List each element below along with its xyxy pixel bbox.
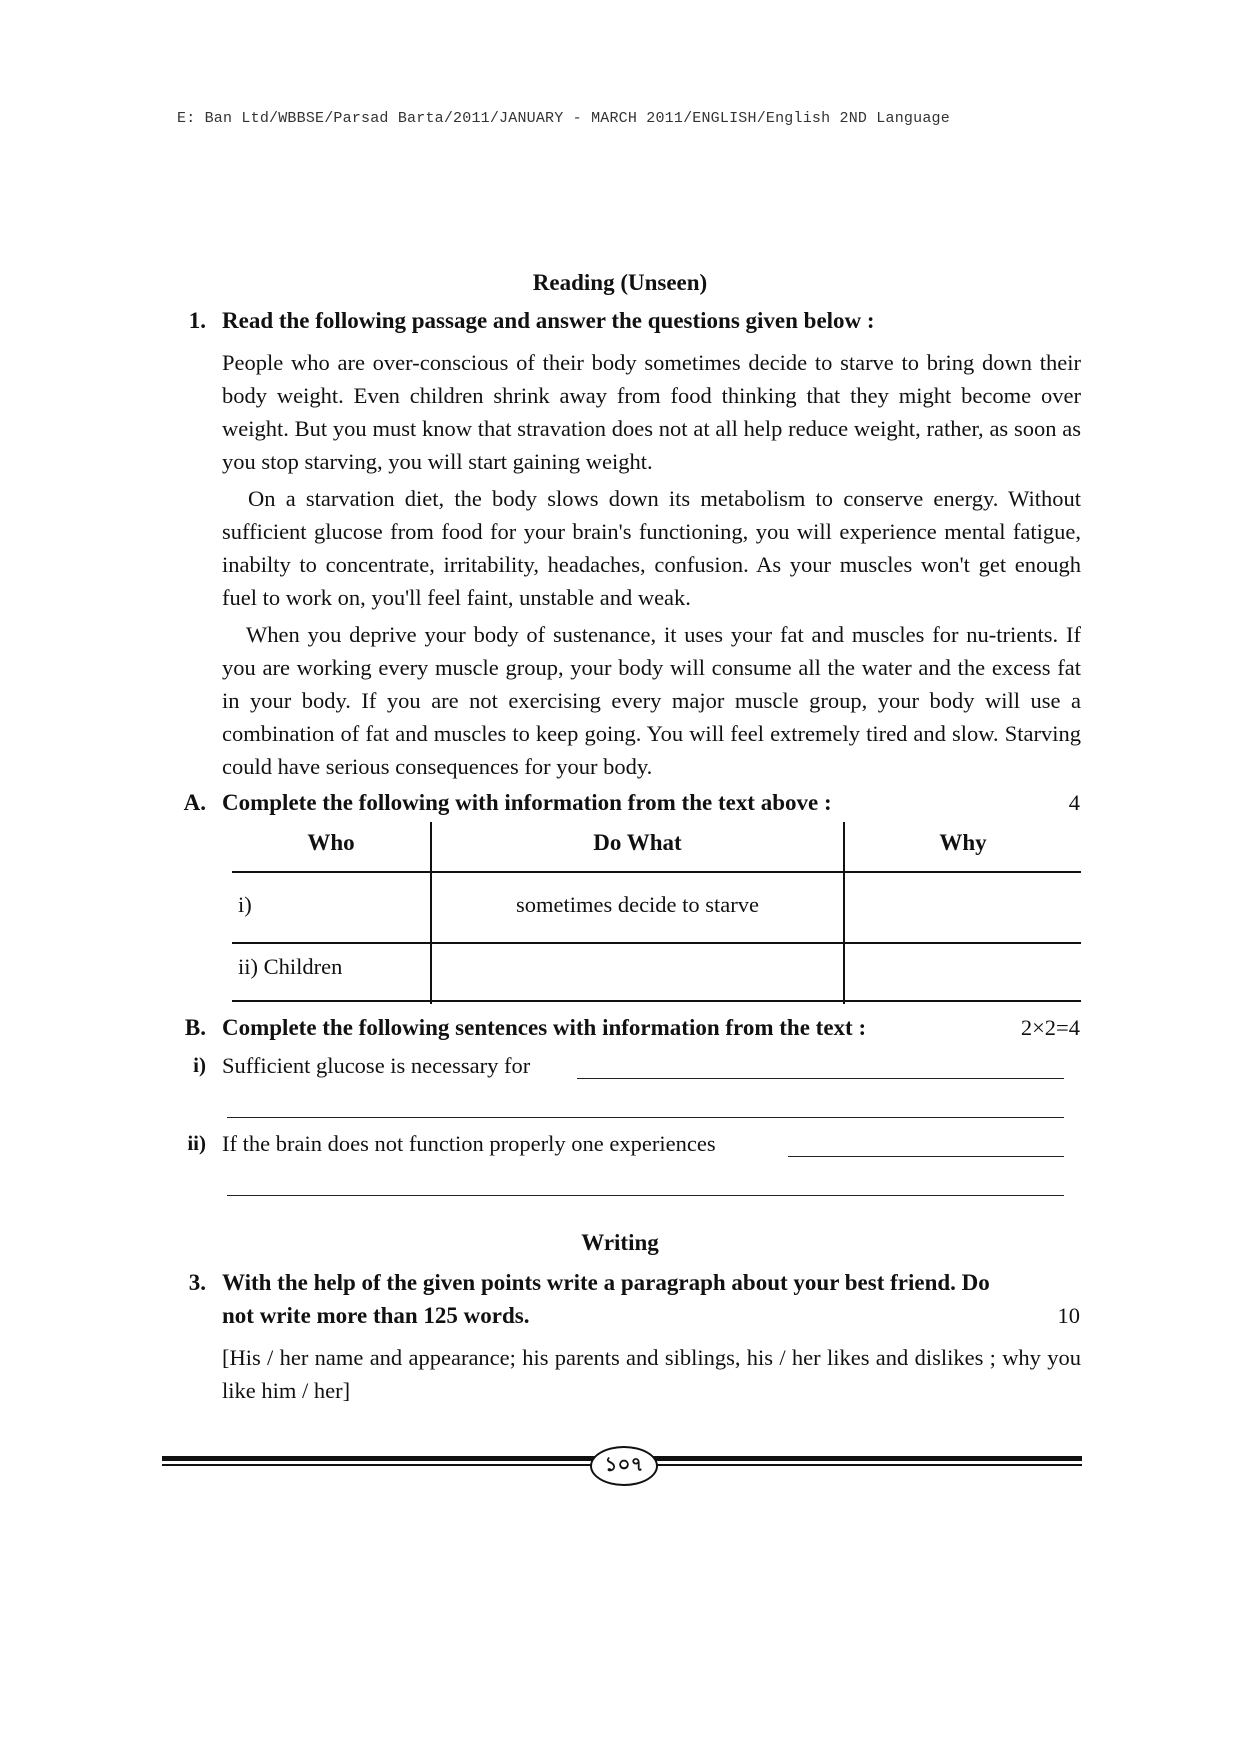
part-a-label: A. <box>183 790 206 815</box>
part-b-label: B. <box>184 1015 206 1040</box>
question-1-number: 1. <box>188 308 206 333</box>
part-a-instruction: Complete the following with information from the text above : <box>222 790 832 815</box>
page-number: ১০৭ <box>604 1451 644 1476</box>
table-cell-row1-who: i) <box>238 892 252 917</box>
part-b-item-1-text: Sufficient glucose is necessary for <box>222 1053 531 1078</box>
passage-paragraph-3: When you deprive your body of sustenance, it uses your fat and muscles for nu-trients. If you are working every muscle group, your body will consume all the water and the excess fat in your body. If you are not exercising every major muscle group, your body will use a combination of fat and muscles to keep going. You will feel extremely tired and slow. Starving could have serious consequences for your body. <box>222 622 1081 779</box>
who-do-what-why-table <box>232 822 1081 1004</box>
question-3-number: 3. <box>188 1270 206 1295</box>
table-header-why: Why <box>939 830 987 855</box>
table-bottom-rule <box>232 1000 1081 1002</box>
answer-blank-line[interactable] <box>788 1156 1064 1157</box>
passage-paragraph-1: People who are over-conscious of their body sometimes decide to starve to bring down their body weight. Even children shrink away from food thinking that they might become over weight. But you must know that stravation does not at all help reduce weight, rather, as soon as you stop starving, you will start gaining weight. <box>222 350 1081 474</box>
table-header-who: Who <box>307 830 355 855</box>
question-1-instruction: Read the following passage and answer the questions given below : <box>222 308 875 333</box>
reading-section-heading: Reading (Unseen) <box>532 270 708 295</box>
question-3-instruction-line-2: not write more than 125 words. <box>222 1303 530 1328</box>
part-b-marks: 2×2=4 <box>1020 1015 1080 1040</box>
table-cell-row2-who: ii) Children <box>238 954 343 979</box>
table-row-rule <box>232 942 1081 944</box>
part-b-instruction: Complete the following sentences with information from the text : <box>222 1015 867 1040</box>
part-a-marks: 4 <box>1068 790 1080 815</box>
part-b-item-2-text: If the brain does not function properly one experiences <box>222 1131 716 1156</box>
question-3-points: [His / her name and appearance; his parents and siblings, his / her likes and dislikes ; why you like him / her] <box>222 1345 1081 1403</box>
answer-blank-line[interactable] <box>577 1078 1064 1079</box>
table-header-do-what: Do What <box>593 830 682 855</box>
document-path-header: E: Ban Ltd/WBBSE/Parsad Barta/2011/JANUARY - MARCH 2011/ENGLISH/English 2ND Language <box>177 110 950 127</box>
answer-blank-line[interactable] <box>227 1117 1064 1118</box>
table-cell-row1-do-what: sometimes decide to starve <box>515 892 760 917</box>
passage-paragraph-2: On a starvation diet, the body slows down its metabolism to conserve energy. Without sufficient glucose from food for your brain's functioning, you will experience mental fatigue, inabilty to concentrate, irritability, headaches, confusion. As your muscles won't get enough fuel to work on, you'll feel faint, unstable and weak. <box>222 486 1081 610</box>
question-3-marks: 10 <box>1057 1303 1080 1328</box>
question-3-instruction-line-1: With the help of the given points write a paragraph about your best friend. Do <box>222 1270 990 1295</box>
table-header-rule <box>232 871 1081 873</box>
part-b-item-2-label: ii) <box>187 1131 206 1155</box>
part-b-item-1-label: i) <box>193 1053 206 1077</box>
answer-blank-line[interactable] <box>227 1195 1064 1196</box>
page-number-badge <box>590 1446 658 1486</box>
writing-section-heading: Writing <box>581 1230 659 1255</box>
